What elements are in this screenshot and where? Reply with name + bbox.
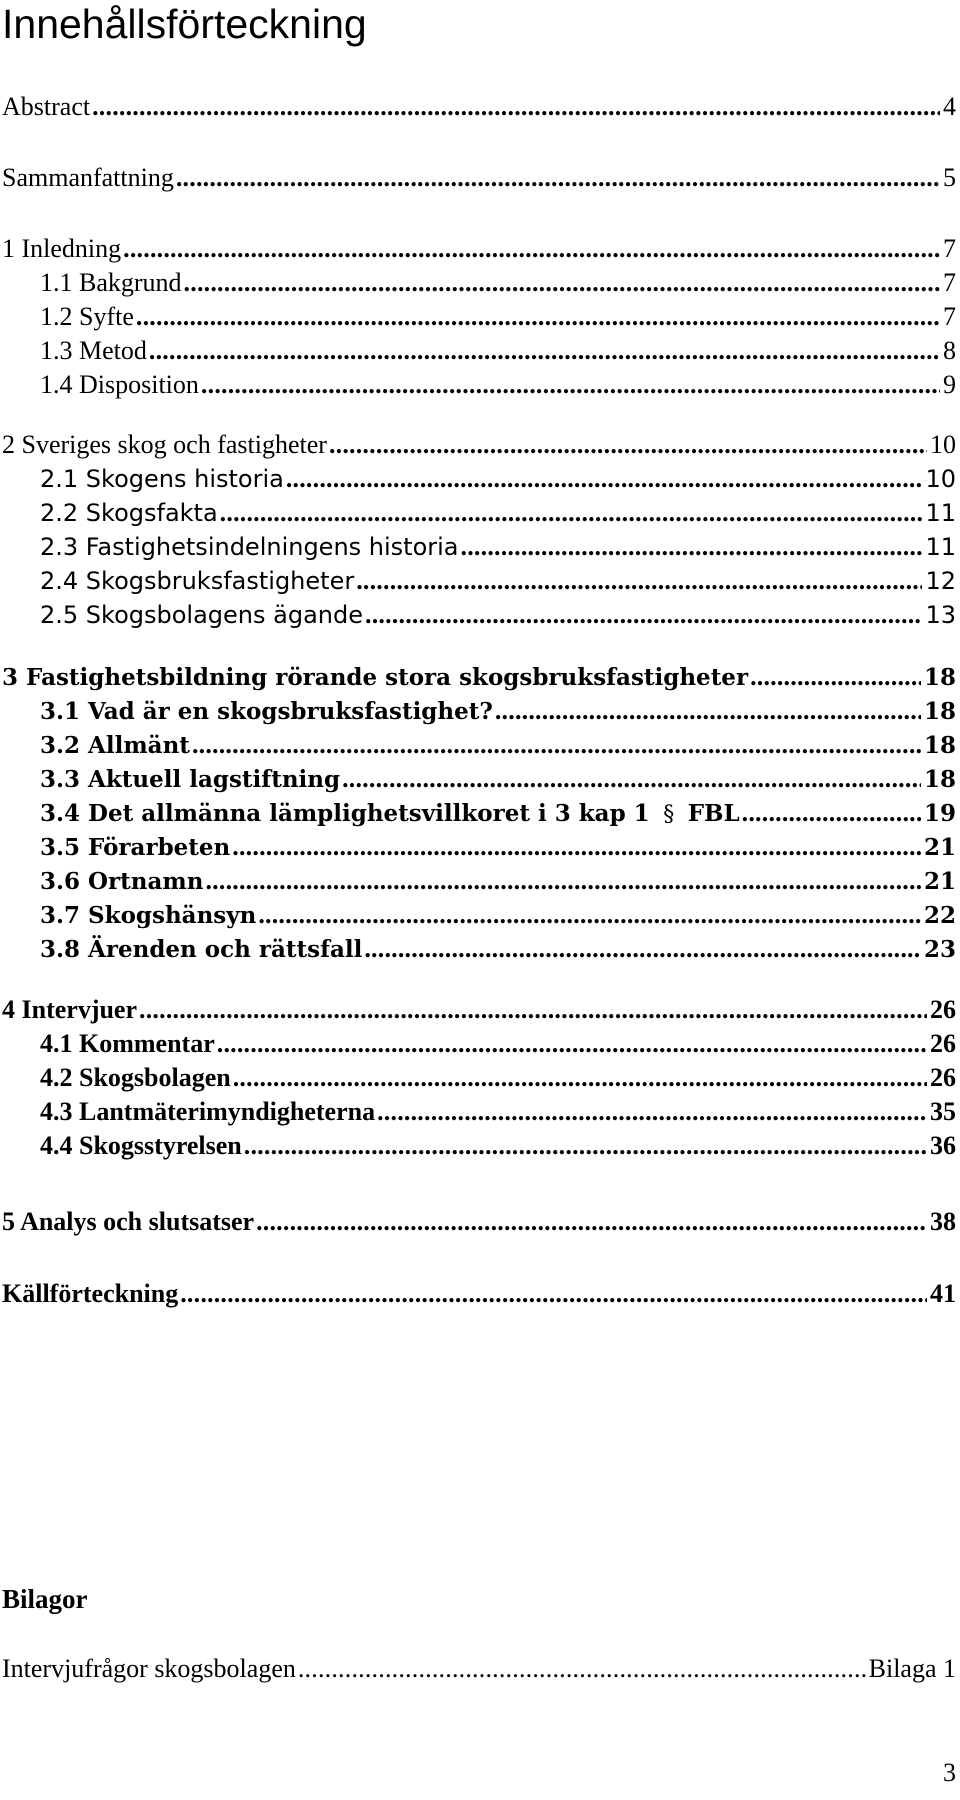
toc-entry-label-text: 3.4 Det allmänna lämplighetsvillkoret i 3 kap 1: [40, 800, 650, 827]
toc-entry-page: 5: [943, 163, 956, 192]
toc-entry-label: 2.2 Skogsfakta: [40, 499, 218, 527]
toc-entry-1-3[interactable]: [40, 336, 956, 366]
toc-leader-dots: [495, 696, 921, 726]
toc-entry-3-6[interactable]: [40, 866, 956, 896]
toc-entry-chapter-1[interactable]: [2, 234, 956, 264]
toc-entry-page: 26: [930, 1063, 956, 1092]
toc-entry-chapter-3[interactable]: [2, 662, 956, 692]
toc-entry-label: [40, 799, 740, 830]
toc-entry-2-3[interactable]: [40, 532, 956, 562]
toc-entry-page: 10: [925, 465, 956, 493]
toc-entry-appendix-1[interactable]: [2, 1654, 956, 1684]
toc-leader-dots: [256, 1207, 927, 1237]
toc-entry-label: 3.3 Aktuell lagstiftning: [40, 766, 341, 793]
toc-leader-dots: [220, 498, 923, 528]
toc-entry-chapter-5[interactable]: [2, 1207, 956, 1237]
toc-entry-label: 2.1 Skogens historia: [40, 465, 284, 493]
toc-entry-chapter-2[interactable]: [2, 430, 956, 460]
toc-entry-label: 5 Analys och slutsatser: [2, 1207, 255, 1236]
toc-entry-page: 18: [923, 732, 956, 759]
toc-entry-page: 7: [943, 302, 956, 331]
toc-entry-label: 4.3 Lantmäterimyndigheterna: [40, 1097, 376, 1126]
toc-entry-2-2[interactable]: [40, 498, 956, 528]
toc-leader-dots: [123, 234, 940, 264]
toc-leader-dots: [205, 866, 921, 896]
toc-entry-label: 2.5 Skogsbolagens ägande: [40, 601, 363, 629]
toc-leader-dots: [286, 464, 923, 494]
toc-entry-4-4[interactable]: [40, 1131, 956, 1161]
toc-leader-dots: [364, 934, 921, 964]
toc-leader-dots: [149, 336, 940, 366]
toc-entry-page: 35: [930, 1097, 956, 1126]
toc-entry-2-4[interactable]: [40, 566, 956, 596]
toc-entry-label: 1.1 Bakgrund: [40, 268, 182, 297]
page-title: Innehållsförteckning: [2, 1, 367, 47]
toc-entry-label: 1.4 Disposition: [40, 370, 199, 399]
toc-entry-page: 21: [923, 868, 956, 895]
toc-leader-dots: [298, 1654, 866, 1684]
toc-entry-page: 26: [930, 995, 956, 1024]
toc-leader-dots: [233, 1063, 927, 1093]
toc-entry-label: 4 Intervjuer: [2, 995, 138, 1024]
toc-entry-label: 1.2 Syfte: [40, 302, 134, 331]
toc-entry-page: 36: [930, 1131, 956, 1160]
toc-entry-references[interactable]: [2, 1279, 956, 1309]
toc-entry-page: 8: [943, 336, 956, 365]
toc-entry-page: 38: [930, 1207, 956, 1236]
toc-leader-dots: [377, 1097, 927, 1127]
toc-entry-label: 3.5 Förarbeten: [40, 834, 231, 861]
toc-leader-dots: [750, 662, 921, 692]
toc-entry-label: 3.2 Allmänt: [40, 732, 190, 759]
toc-entry-label: 2 Sveriges skog och fastigheter: [2, 430, 327, 459]
toc-entry-label: 3 Fastighetsbildning rörande stora skogsbruksfastigheter: [2, 664, 749, 691]
page-number: 3: [943, 1758, 956, 1787]
toc-entry-page: 7: [943, 268, 956, 297]
toc-entry-3-7[interactable]: [40, 900, 956, 930]
toc-entry-page: 10: [930, 430, 956, 459]
appendix-heading: Bilagor: [2, 1584, 88, 1614]
toc-leader-dots: [180, 1279, 927, 1309]
toc-entry-label: 3.8 Ärenden och rättsfall: [40, 936, 363, 963]
toc-entry-page: 4: [943, 92, 956, 121]
toc-entry-label: Källförteckning: [2, 1279, 179, 1308]
toc-entry-3-8[interactable]: [40, 934, 956, 964]
toc-entry-4-1[interactable]: [40, 1029, 956, 1059]
toc-entry-sammanfattning[interactable]: [2, 163, 956, 193]
toc-entry-page: 18: [923, 664, 956, 691]
toc-entry-page: Bilaga 1: [868, 1654, 956, 1683]
toc-entry-label: Intervjufrågor skogsbolagen: [2, 1654, 296, 1683]
section-sign-symbol: §: [663, 802, 675, 827]
toc-entry-chapter-4[interactable]: [2, 995, 956, 1025]
toc-entry-label: 4.4 Skogsstyrelsen: [40, 1131, 242, 1160]
toc-entry-page: 23: [923, 936, 956, 963]
toc-leader-dots: [184, 268, 940, 298]
toc-leader-dots: [217, 1029, 927, 1059]
toc-entry-page: 18: [923, 766, 956, 793]
toc-leader-dots: [192, 730, 921, 760]
toc-leader-dots: [139, 995, 927, 1025]
toc-leader-dots: [356, 566, 922, 596]
toc-leader-dots: [342, 764, 921, 794]
toc-entry-page: 11: [925, 533, 956, 561]
toc-entry-page: 18: [923, 698, 956, 725]
toc-entry-3-3[interactable]: [40, 764, 956, 794]
toc-entry-3-1[interactable]: [40, 696, 956, 726]
toc-entry-label: 2.3 Fastighetsindelningens historia: [40, 533, 459, 561]
toc-entry-2-5[interactable]: [40, 600, 956, 630]
toc-entry-page: 41: [930, 1279, 956, 1308]
toc-entry-page: 19: [923, 800, 956, 827]
toc-entry-label: 1.3 Metod: [40, 336, 147, 365]
toc-leader-dots: [258, 900, 921, 930]
toc-leader-dots: [244, 1131, 927, 1161]
toc-entry-label: 3.7 Skogshänsyn: [40, 902, 257, 929]
toc-entry-label: Sammanfattning: [2, 163, 174, 192]
toc-entry-page: 13: [925, 601, 956, 629]
toc-entry-3-4[interactable]: [40, 798, 956, 828]
toc-leader-dots: [365, 600, 922, 630]
toc-entry-label: 3.6 Ortnamn: [40, 868, 204, 895]
toc-leader-dots: [742, 798, 921, 828]
toc-entry-label: 4.2 Skogsbolagen: [40, 1063, 231, 1092]
toc-entry-page: 22: [923, 902, 956, 929]
toc-leader-dots: [232, 832, 921, 862]
toc-entry-4-2[interactable]: [40, 1063, 956, 1093]
toc-leader-dots: [92, 92, 940, 122]
toc-entry-2-1[interactable]: [40, 464, 956, 494]
toc-leader-dots: [201, 370, 940, 400]
toc-entry-1-2[interactable]: [40, 302, 956, 332]
toc-entry-page: 12: [925, 567, 956, 595]
toc-entry-abstract[interactable]: [2, 92, 956, 122]
toc-entry-page: 9: [943, 370, 956, 399]
toc-entry-page: 26: [930, 1029, 956, 1058]
toc-entry-label: 1 Inledning: [2, 234, 122, 263]
toc-entry-3-2[interactable]: [40, 730, 956, 760]
toc-entry-1-4[interactable]: [40, 370, 956, 400]
toc-leader-dots: [176, 163, 940, 193]
toc-entry-4-3[interactable]: [40, 1097, 956, 1127]
toc-entry-label-suffix: FBL: [687, 800, 740, 827]
toc-entry-label: 2.4 Skogsbruksfastigheter: [40, 567, 355, 595]
toc-entry-page: 7: [943, 234, 956, 263]
toc-entry-label: 3.1 Vad är en skogsbruksfastighet?: [40, 698, 493, 725]
toc-entry-label: Abstract: [2, 92, 91, 121]
toc-entry-3-5[interactable]: [40, 832, 956, 862]
toc-entry-label: 4.1 Kommentar: [40, 1029, 215, 1058]
toc-entry-page: 11: [925, 499, 956, 527]
toc-leader-dots: [136, 302, 940, 332]
toc-leader-dots: [461, 532, 923, 562]
toc-entry-1-1[interactable]: [40, 268, 956, 298]
toc-leader-dots: [329, 430, 927, 460]
toc-entry-page: 21: [923, 834, 956, 861]
